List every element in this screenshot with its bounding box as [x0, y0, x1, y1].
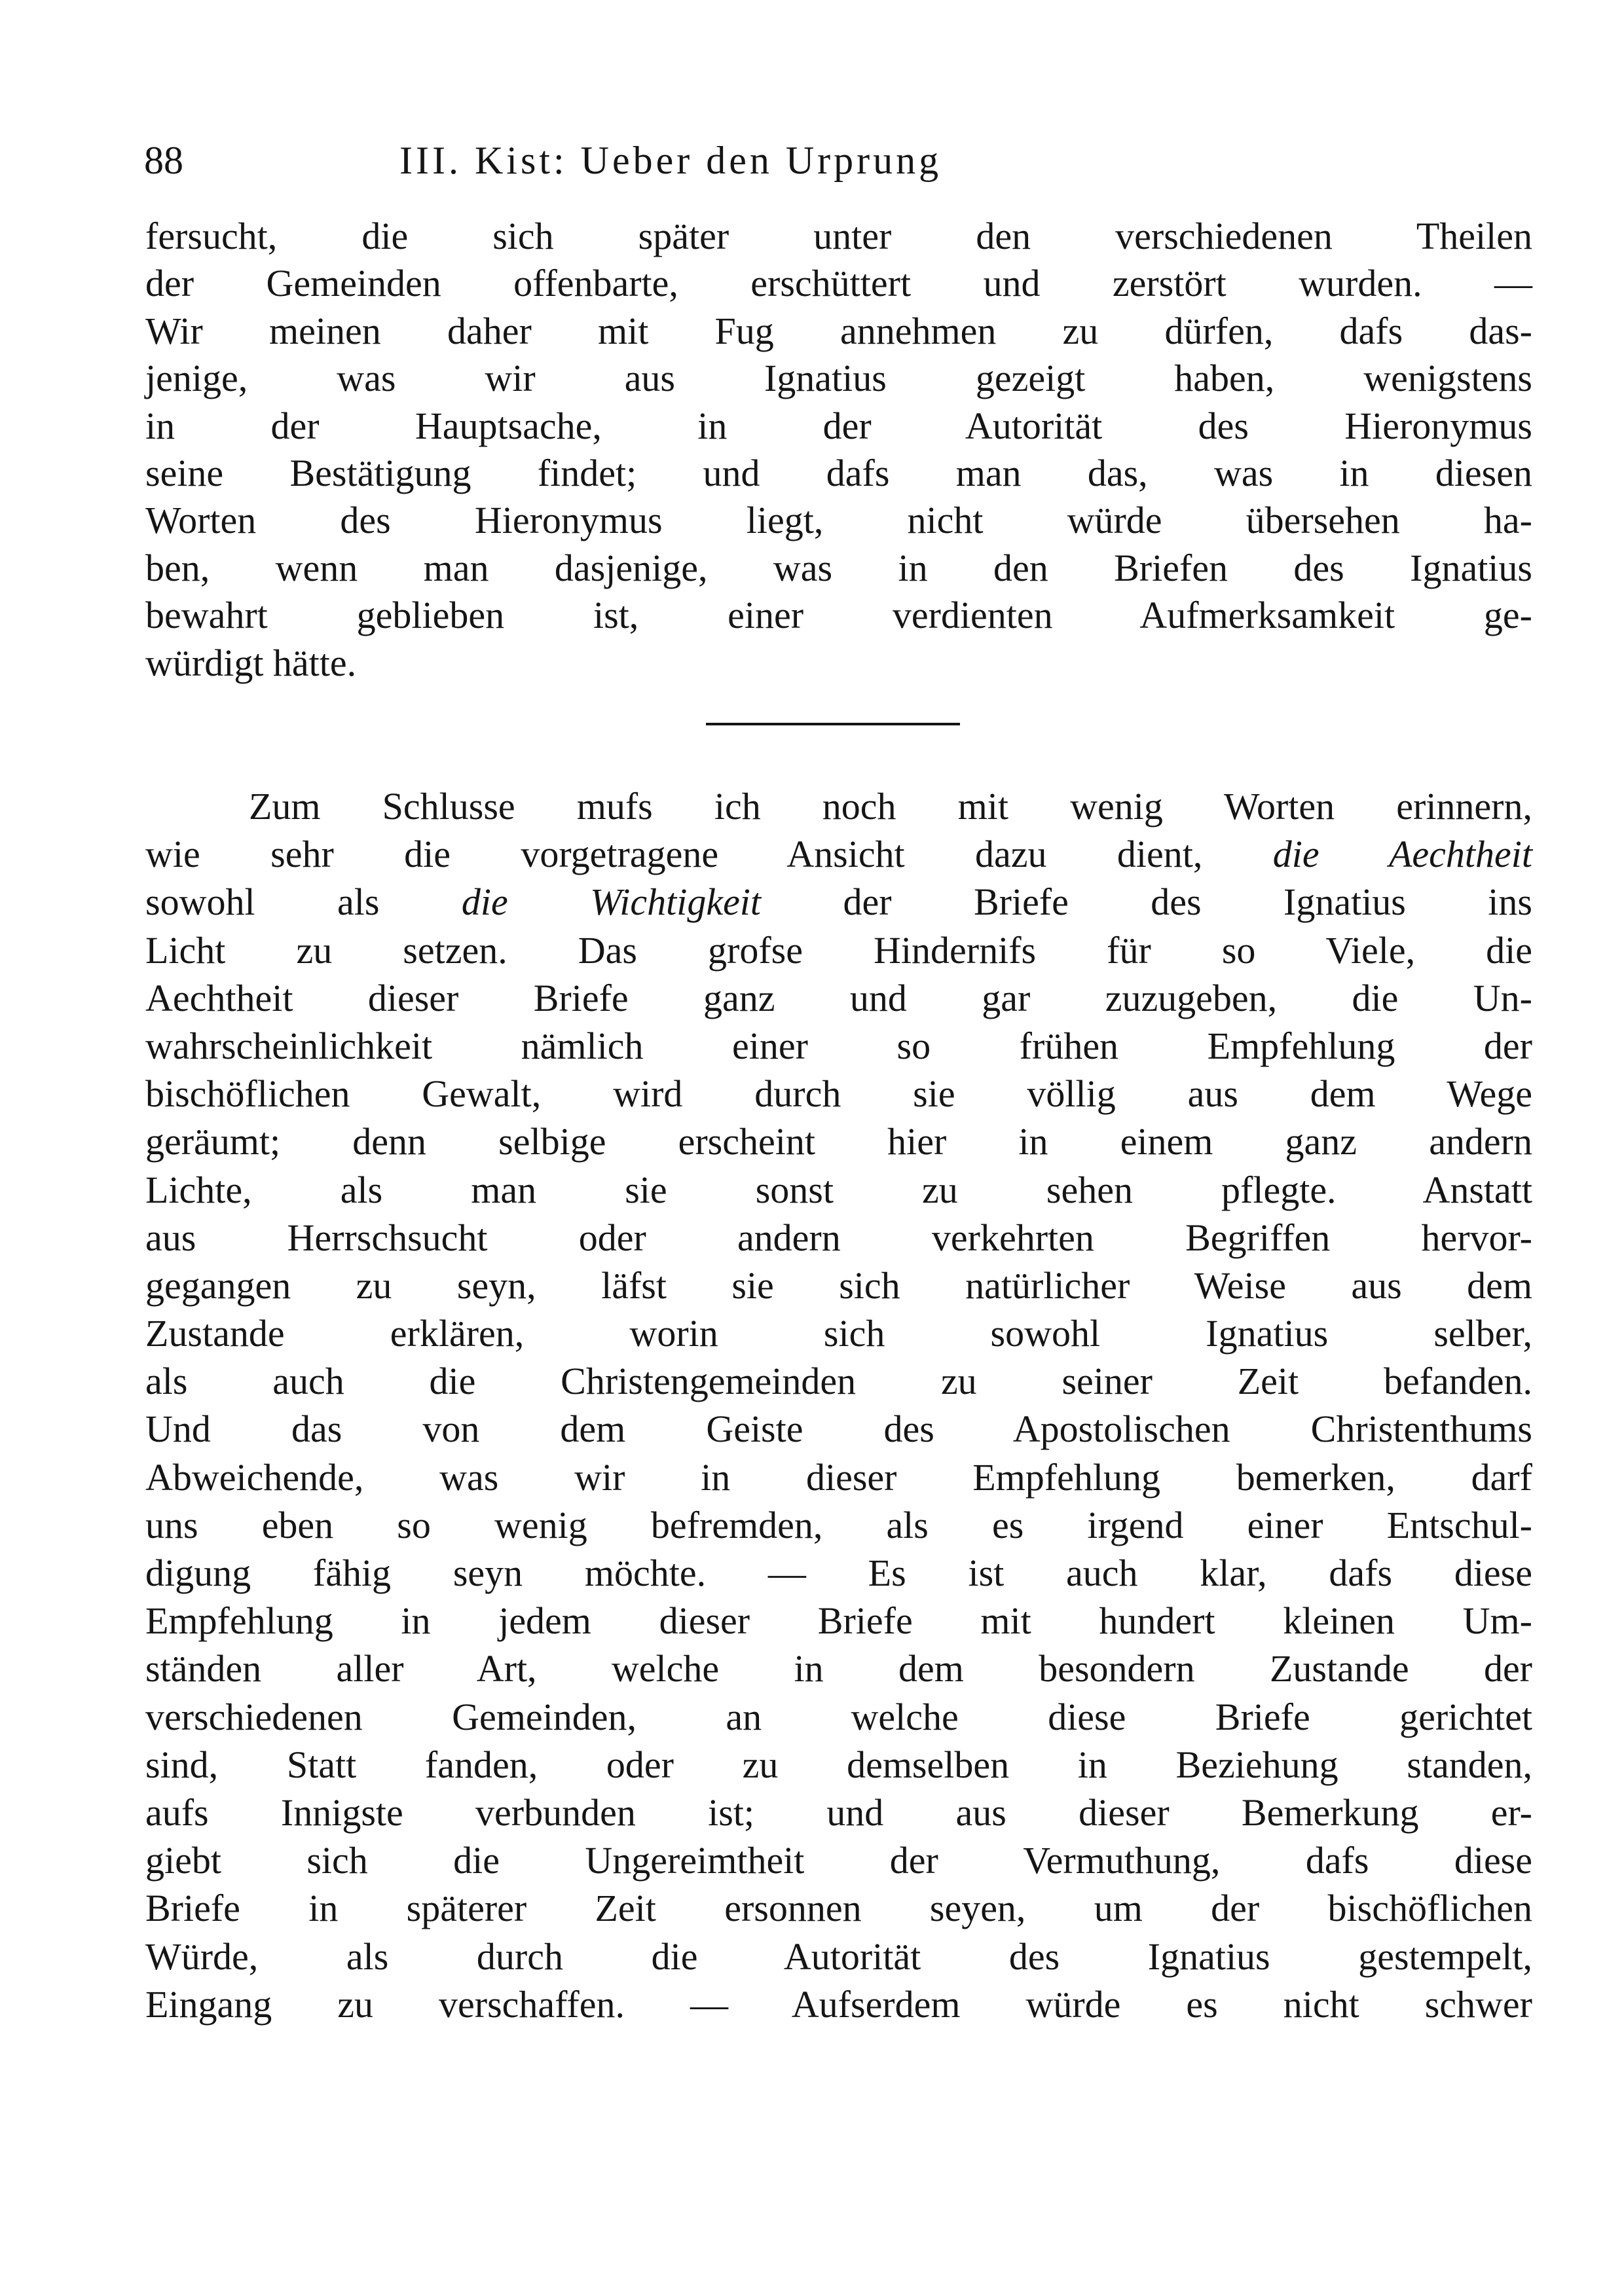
page-number: 88 — [144, 139, 183, 182]
running-title: III. Kist: Ueber den Urprung — [399, 139, 942, 182]
text-line — [145, 878, 1532, 926]
text-line: Worten des Hieronymus liegt, nicht würde übersehen ha- — [145, 499, 1532, 542]
text-line: Empfehlung in jedem dieser Briefe mit hundert kleinen Um- — [145, 1599, 1532, 1643]
text-line: jenige, was wir aus Ignatius gezeigt haben, wenigstens — [145, 357, 1532, 400]
text-line: giebt sich die Ungereimtheit der Vermuthung, dafs diese — [145, 1839, 1532, 1882]
text-line-first: Zum Schlusse mufs ich noch mit wenig Worten erinnern, — [249, 785, 1532, 828]
text-line: Licht zu setzen. Das grofse Hindernifs für so Viele, die — [145, 928, 1532, 972]
text-run: sowohl als — [145, 881, 462, 924]
text-line: Briefe in späterer Zeit ersonnen seyen, um der bischöflichen — [145, 1887, 1532, 1930]
text-run: wie sehr die vorgetragene Ansicht dazu dient, — [145, 833, 1273, 876]
text-line: Abweichende, was wir in dieser Empfehlung bemerken, darf — [145, 1455, 1532, 1499]
section-separator-rule — [706, 723, 960, 725]
text-line: Eingang zu verschaffen. — Aufserdem würde es nicht schwer — [145, 1982, 1532, 2026]
text-line: bewahrt geblieben ist, einer verdienten Aufmerksamkeit ge- — [145, 594, 1532, 637]
paragraph-conclusion — [145, 782, 1532, 2028]
text-line: Zustande erklären, worin sich sowohl Ignatius selber, — [145, 1312, 1532, 1355]
text-line-last: würdigt hätte. — [145, 641, 357, 684]
text-line: gegangen zu seyn, läfst sie sich natürlicher Weise aus dem — [145, 1264, 1532, 1307]
text-line: uns eben so wenig befremden, als es irgend einer Entschul- — [145, 1503, 1532, 1546]
text-line: Würde, als durch die Autorität des Ignatius gestempelt, — [145, 1935, 1532, 1978]
emphasis-text: die Wichtigkeit — [461, 881, 762, 924]
text-line: verschiedenen Gemeinden, an welche diese Briefe gerichtet — [145, 1695, 1532, 1738]
text-line: sind, Statt fanden, oder zu demselben in Beziehung standen, — [145, 1743, 1532, 1786]
text-line: Und das von dem Geiste des Apostolischen Christenthums — [145, 1408, 1532, 1451]
emphasis-text: die Aechtheit — [1272, 833, 1532, 876]
text-line: ben, wenn man dasjenige, was in den Briefen des Ignatius — [145, 546, 1532, 589]
text-line: seine Bestätigung findet; und dafs man das, was in diesen — [145, 451, 1532, 494]
text-line: bischöflichen Gewalt, wird durch sie völlig aus dem Wege — [145, 1072, 1532, 1116]
text-line: Aechtheit dieser Briefe ganz und gar zuzugeben, die Un- — [145, 976, 1532, 1019]
text-line — [145, 830, 1532, 878]
text-line: der Gemeinden offenbarte, erschüttert und zerstört wurden. — — [145, 262, 1532, 305]
paragraph-continued — [145, 213, 1532, 687]
text-line: digung fähig seyn möchte. — Es ist auch klar, dafs diese — [145, 1552, 1532, 1594]
text-line: aufs Innigste verbunden ist; und aus dieser Bemerkung er- — [145, 1791, 1532, 1834]
text-line: geräumt; denn selbige erscheint hier in einem ganz andern — [145, 1120, 1532, 1163]
text-line: ständen aller Art, welche in dem besondern Zustande der — [145, 1647, 1532, 1690]
running-head — [144, 128, 1277, 193]
text-line: als auch die Christengemeinden zu seiner Zeit befanden. — [145, 1360, 1532, 1403]
text-line: aus Herrschsucht oder andern verkehrten Begriffen hervor- — [145, 1216, 1532, 1259]
text-line: Lichte, als man sie sonst zu sehen pflegte. Anstatt — [145, 1168, 1532, 1211]
text-line: wahrscheinlichkeit nämlich einer so frühen Empfehlung der — [145, 1024, 1532, 1067]
text-line: Wir meinen daher mit Fug annehmen zu dürfen, dafs das- — [145, 309, 1532, 352]
text-run: der Briefe des Ignatius ins — [761, 881, 1532, 924]
text-line: fersucht, die sich später unter den verschiedenen Theilen — [145, 215, 1532, 257]
text-line: in der Hauptsache, in der Autorität des Hieronymus — [145, 404, 1532, 447]
